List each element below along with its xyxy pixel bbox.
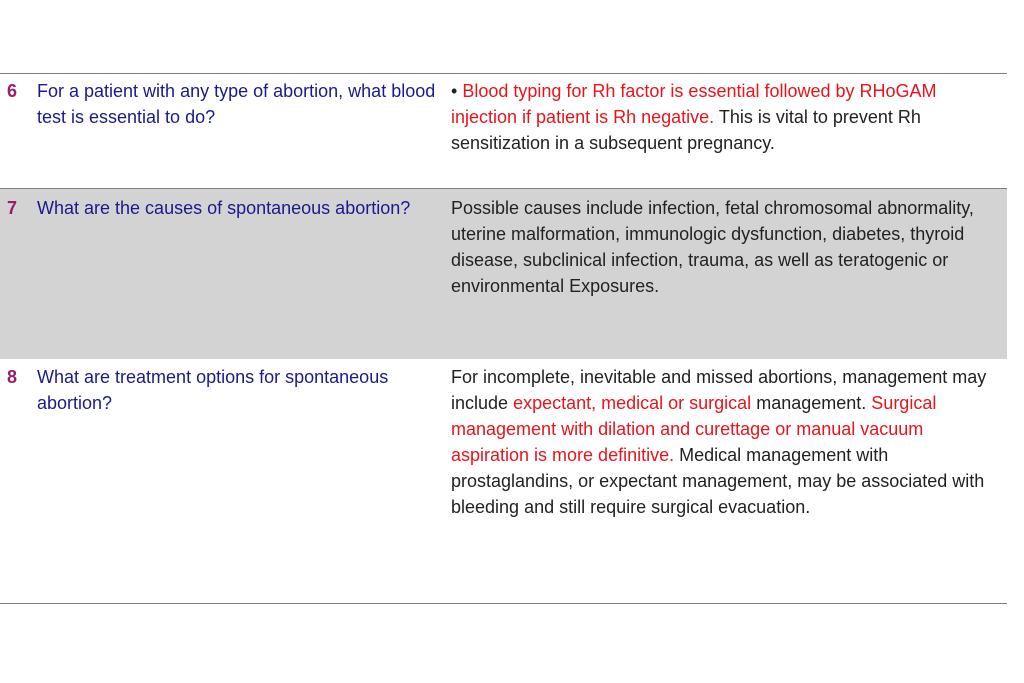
table-bottom-rule	[0, 603, 1007, 604]
question-text: What are treatment options for spontaneous abortion?	[37, 367, 389, 413]
answer-body: management.	[756, 393, 867, 413]
table-row-8	[0, 359, 1007, 603]
table-row-7	[0, 189, 1007, 359]
row-number: 8	[7, 367, 18, 387]
answer-body: For incomplete, inevitable and missed abortions, management may include	[451, 367, 987, 413]
answer-body: This is vital to prevent Rh sensitization in a subsequent pregnancy.	[451, 107, 921, 153]
table-row-6	[0, 74, 1007, 188]
answer-highlight: Surgical management with dilation and curettage or manual vacuum aspiration is more definitive.	[451, 393, 937, 465]
answer-body: Medical management with prostaglandins, or expectant management, may be associated with bleeding and still require surgical evacuation.	[451, 445, 985, 517]
row-number: 7	[7, 198, 18, 218]
question-text: For a patient with any type of abortion, what blood test is essential to do?	[37, 81, 436, 127]
answer-text: Possible causes include infection, fetal chromosomal abnormality, uterine malformation, immunologic dysfunction, diabetes, thyroid disease, subclinical infection, trauma, as well as teratogenic or environmental Exposures.	[451, 198, 974, 296]
answer-highlight: Blood typing for Rh factor is essential followed by RHoGAM injection if patient is Rh negative.	[451, 81, 937, 127]
row-number: 6	[7, 81, 18, 101]
answer-text	[451, 78, 999, 156]
bullet: •	[451, 81, 458, 101]
answer-text	[451, 364, 999, 520]
question-text: What are the causes of spontaneous abortion?	[37, 198, 411, 218]
answer-highlight: expectant, medical or surgical	[513, 393, 752, 413]
